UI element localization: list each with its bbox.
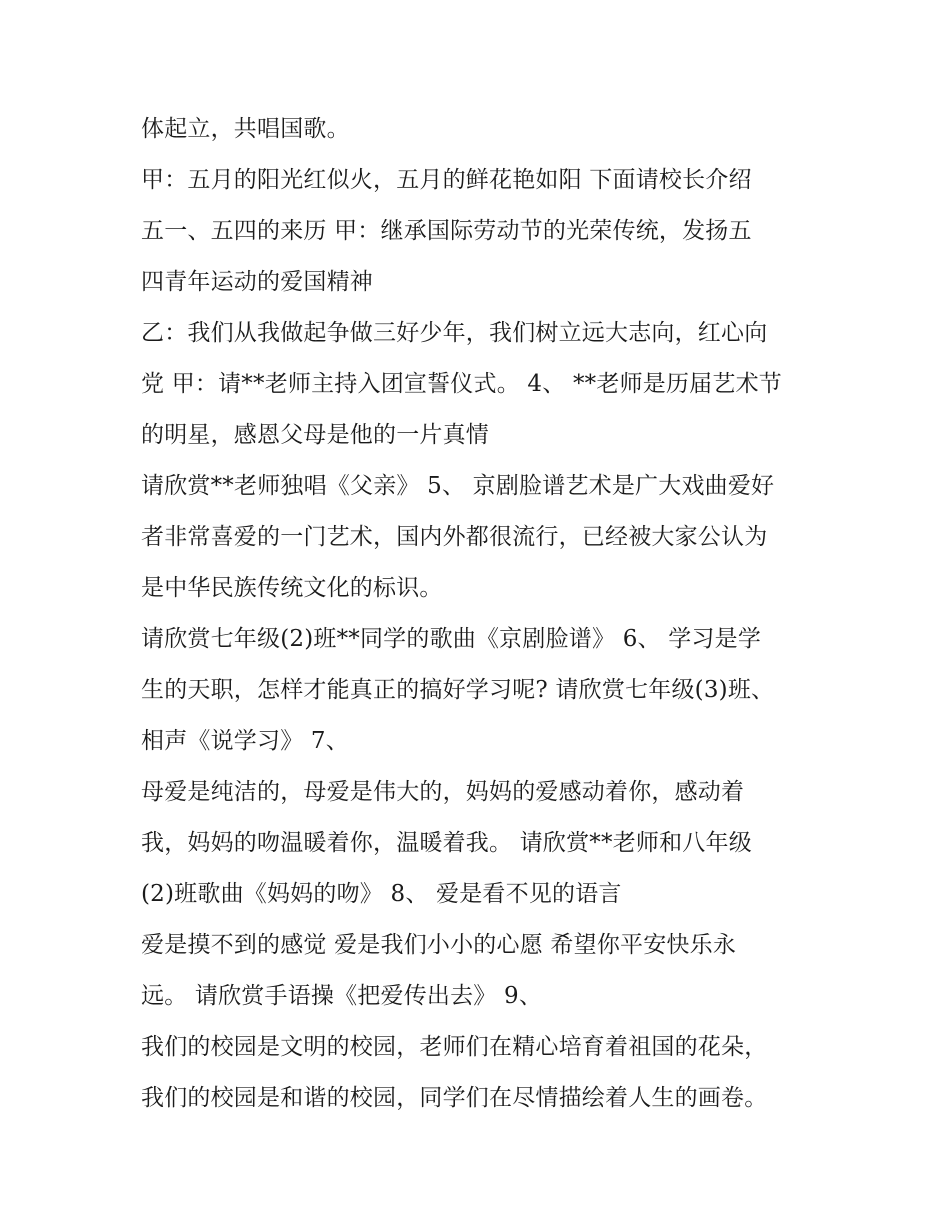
text-line-5: 乙：我们从我做起争做三好少年，我们树立远大志向，红心向	[141, 320, 768, 346]
text-line-9: 者非常喜爱的一门艺术，国内外都很流行，已经被大家公认为	[141, 524, 768, 550]
text-line-6: 党 甲：请**老师主持入团宣誓仪式。 4、 **老师是历届艺术节	[141, 371, 782, 397]
text-line-1: 体起立，共唱国歌。	[141, 116, 350, 142]
text-line-11: 请欣赏七年级(2)班**同学的歌曲《京剧脸谱》 6、 学习是学	[141, 626, 762, 652]
text-line-15: 我，妈妈的吻温暖着你，温暖着我。 请欣赏**老师和八年级	[141, 830, 752, 856]
text-line-12: 生的天职，怎样才能真正的搞好学习呢? 请欣赏七年级(3)班、	[141, 677, 775, 703]
text-line-7: 的明星，感恩父母是他的一片真情	[141, 422, 489, 448]
text-line-20: 我们的校园是和谐的校园，同学们在尽情描绘着人生的画卷。	[141, 1085, 768, 1111]
text-line-13: 相声《说学习》 7、	[141, 728, 349, 754]
text-line-17: 爱是摸不到的感觉 爱是我们小小的心愿 希望你平安快乐永	[141, 932, 737, 958]
text-line-3: 五一、五四的来历 甲：继承国际劳动节的光荣传统，发扬五	[141, 218, 752, 244]
text-line-10: 是中华民族传统文化的标识。	[141, 575, 443, 601]
text-line-16: (2)班歌曲《妈妈的吻》 8、 爱是看不见的语言	[141, 881, 622, 907]
body-text	[141, 104, 841, 1124]
text-line-2: 甲：五月的阳光红似火，五月的鲜花艳如阳 下面请校长介绍	[141, 167, 752, 193]
text-line-19: 我们的校园是文明的校园，老师们在精心培育着祖国的花朵，	[141, 1034, 768, 1060]
text-line-8: 请欣赏**老师独唱《父亲》 5、 京剧脸谱艺术是广大戏曲爱好	[141, 473, 775, 499]
text-line-18: 远。 请欣赏手语操《把爱传出去》 9、	[141, 983, 543, 1009]
text-line-14: 母爱是纯洁的，母爱是伟大的，妈妈的爱感动着你，感动着	[141, 779, 745, 805]
text-line-4: 四青年运动的爱国精神	[141, 269, 373, 295]
